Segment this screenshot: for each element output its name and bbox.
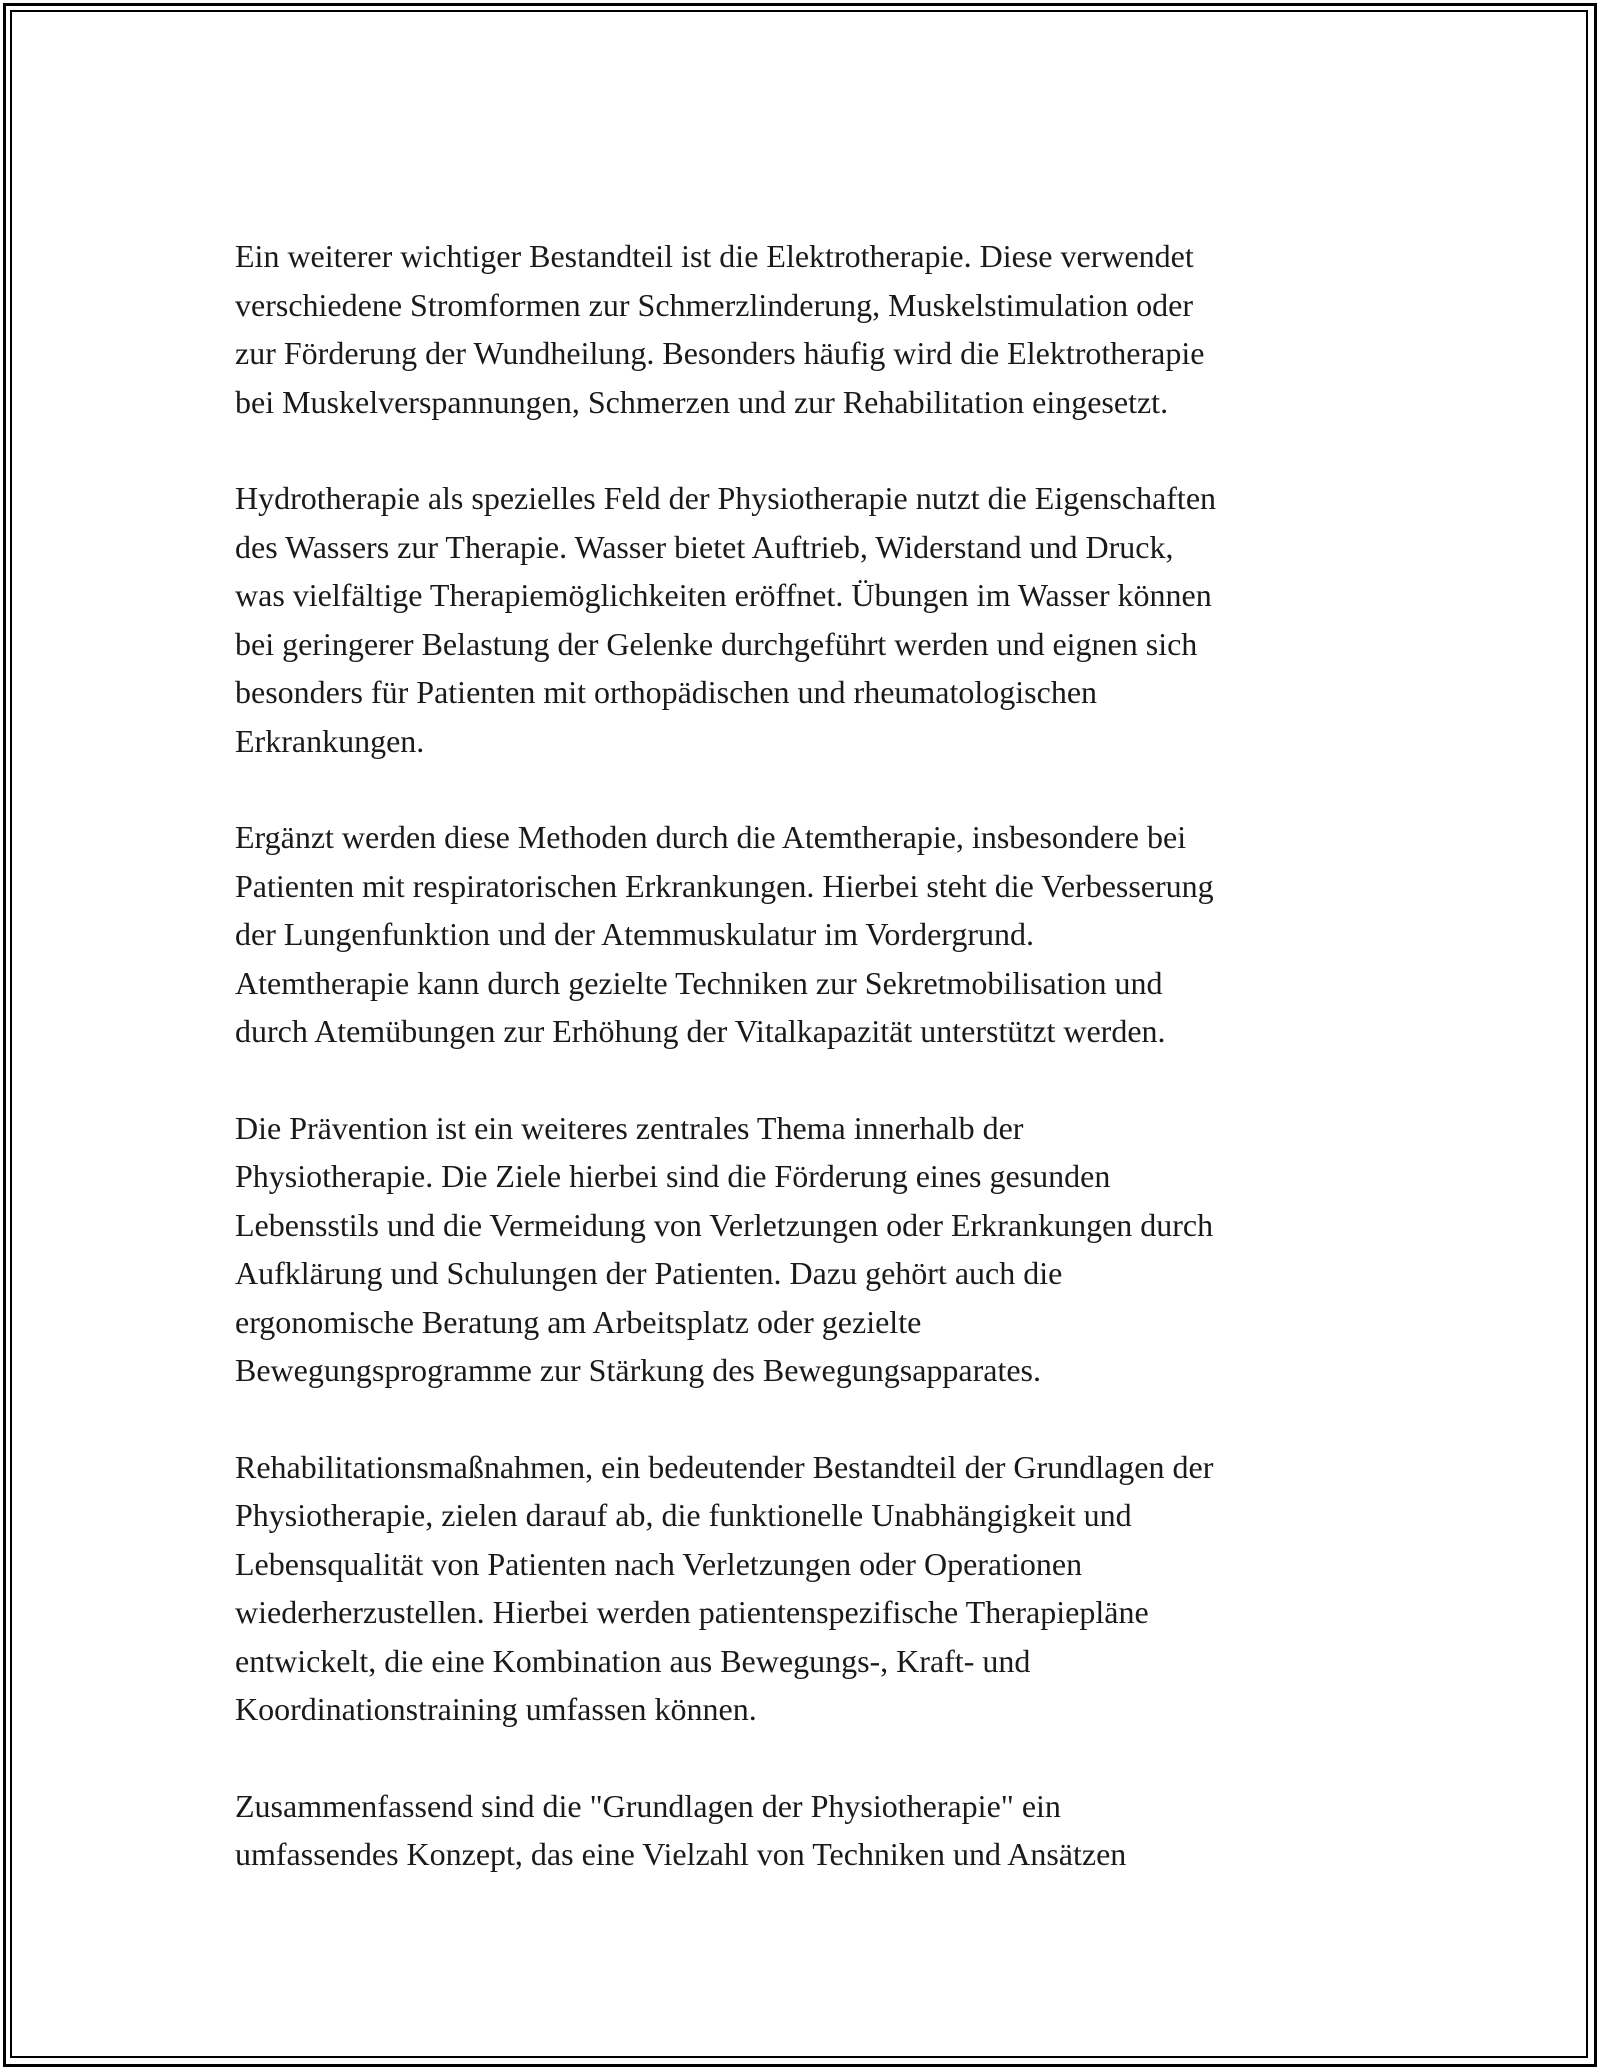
text-line: Lebensqualität von Patienten nach Verletzungen oder Operationen	[235, 1545, 1083, 1582]
text-line: Erkrankungen.	[235, 722, 425, 759]
paragraph-elektrotherapie	[235, 232, 1405, 426]
text-line: Lebensstils und die Vermeidung von Verletzungen oder Erkrankungen durch	[235, 1206, 1214, 1243]
paragraph-rehabilitation	[235, 1443, 1405, 1734]
text-line: besonders für Patienten mit orthopädischen und rheumatologischen	[235, 674, 1098, 710]
paragraph-hydrotherapie	[235, 474, 1405, 765]
text-line: Hydrotherapie als spezielles Feld der Physiotherapie nutzt die Eigenschaften	[235, 480, 1217, 516]
text-line: durch Atemübungen zur Erhöhung der Vitalkapazität unterstützt werden.	[235, 1013, 1166, 1049]
text-line: zur Förderung der Wundheilung. Besonders häufig wird die Elektrotherapie	[235, 335, 1205, 371]
text-line: Rehabilitationsmaßnahmen, ein bedeutender Bestandteil der Grundlagen der	[235, 1448, 1214, 1485]
text-line: Patienten mit respiratorischen Erkrankungen. Hierbei steht die Verbesserung	[235, 867, 1214, 904]
text-line: Bewegungsprogramme zur Stärkung des Bewegungsapparates.	[235, 1352, 1041, 1388]
text-line: Physiotherapie. Die Ziele hierbei sind die Förderung eines gesunden	[235, 1158, 1111, 1194]
text-line: bei geringerer Belastung der Gelenke durchgeführt werden und eignen sich	[235, 625, 1198, 662]
document-body	[235, 232, 1405, 1927]
text-line: des Wassers zur Therapie. Wasser bietet Auftrieb, Widerstand und Druck,	[235, 528, 1174, 565]
text-line: wiederherzustellen. Hierbei werden patientenspezifische Therapiepläne	[235, 1594, 1149, 1630]
text-line: entwickelt, die eine Kombination aus Bewegungs-, Kraft- und	[235, 1642, 1031, 1679]
text-line: Ergänzt werden diese Methoden durch die Atemtherapie, insbesondere bei	[235, 819, 1187, 855]
text-line: Aufklärung und Schulungen der Patienten. Dazu gehört auch die	[235, 1255, 1063, 1291]
text-line: was vielfältige Therapiemöglichkeiten eröffnet. Übungen im Wasser können	[235, 577, 1212, 613]
text-line: Zusammenfassend sind die "Grundlagen der Physiotherapie" ein	[235, 1787, 1061, 1824]
text-line: ergonomische Beratung am Arbeitsplatz oder gezielte	[235, 1303, 922, 1340]
paragraph-zusammenfassung	[235, 1782, 1405, 1879]
paragraph-praevention	[235, 1104, 1405, 1395]
text-line: Atemtherapie kann durch gezielte Techniken zur Sekretmobilisation und	[235, 964, 1163, 1001]
text-line: umfassendes Konzept, das eine Vielzahl von Techniken und Ansätzen	[235, 1836, 1127, 1872]
text-line: Koordinationstraining umfassen können.	[235, 1691, 757, 1727]
text-line: verschiedene Stromformen zur Schmerzlinderung, Muskelstimulation oder	[235, 286, 1193, 323]
paragraph-atemtherapie	[235, 813, 1405, 1056]
text-line: Die Prävention ist ein weiteres zentrales Thema innerhalb der	[235, 1109, 1024, 1146]
text-line: Ein weiterer wichtiger Bestandteil ist die Elektrotherapie. Diese verwendet	[235, 238, 1194, 274]
text-line: der Lungenfunktion und der Atemmuskulatur im Vordergrund.	[235, 916, 1034, 952]
text-line: Physiotherapie, zielen darauf ab, die funktionelle Unabhängigkeit und	[235, 1497, 1132, 1533]
text-line: bei Muskelverspannungen, Schmerzen und zur Rehabilitation eingesetzt.	[235, 383, 1169, 420]
